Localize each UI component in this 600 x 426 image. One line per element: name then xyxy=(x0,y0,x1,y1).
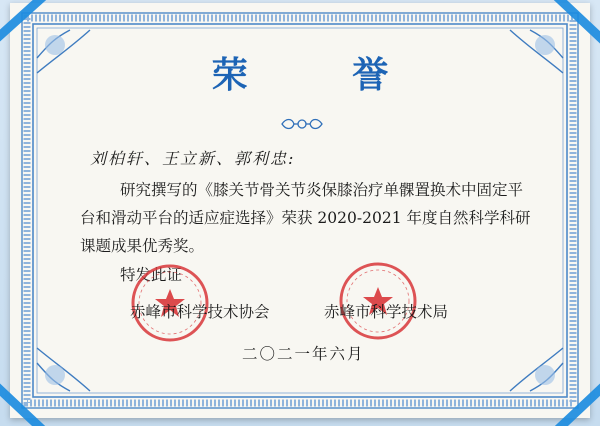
certificate-paper xyxy=(10,3,590,418)
body-line-2: 台和滑动平台的适应症选择》荣获 2020-2021 年度自然科学科研 xyxy=(80,209,531,227)
recipients: 刘柏轩、王立新、郭利忠: xyxy=(90,149,296,168)
issuer-right: 赤峰市科学技术局 xyxy=(324,303,449,321)
special-note: 特发此证 xyxy=(120,266,183,284)
issue-date: 二〇二一年六月 xyxy=(242,345,365,363)
ornament-icon xyxy=(280,116,324,132)
issuer-left: 赤峰市科学技术协会 xyxy=(130,303,270,321)
certificate-title: 荣 誉 xyxy=(211,55,435,96)
body-line-1: 研究撰写的《膝关节骨关节炎保膝治疗单髁置换术中固定平 xyxy=(120,181,524,199)
body-line-3: 课题成果优秀奖。 xyxy=(80,237,205,255)
